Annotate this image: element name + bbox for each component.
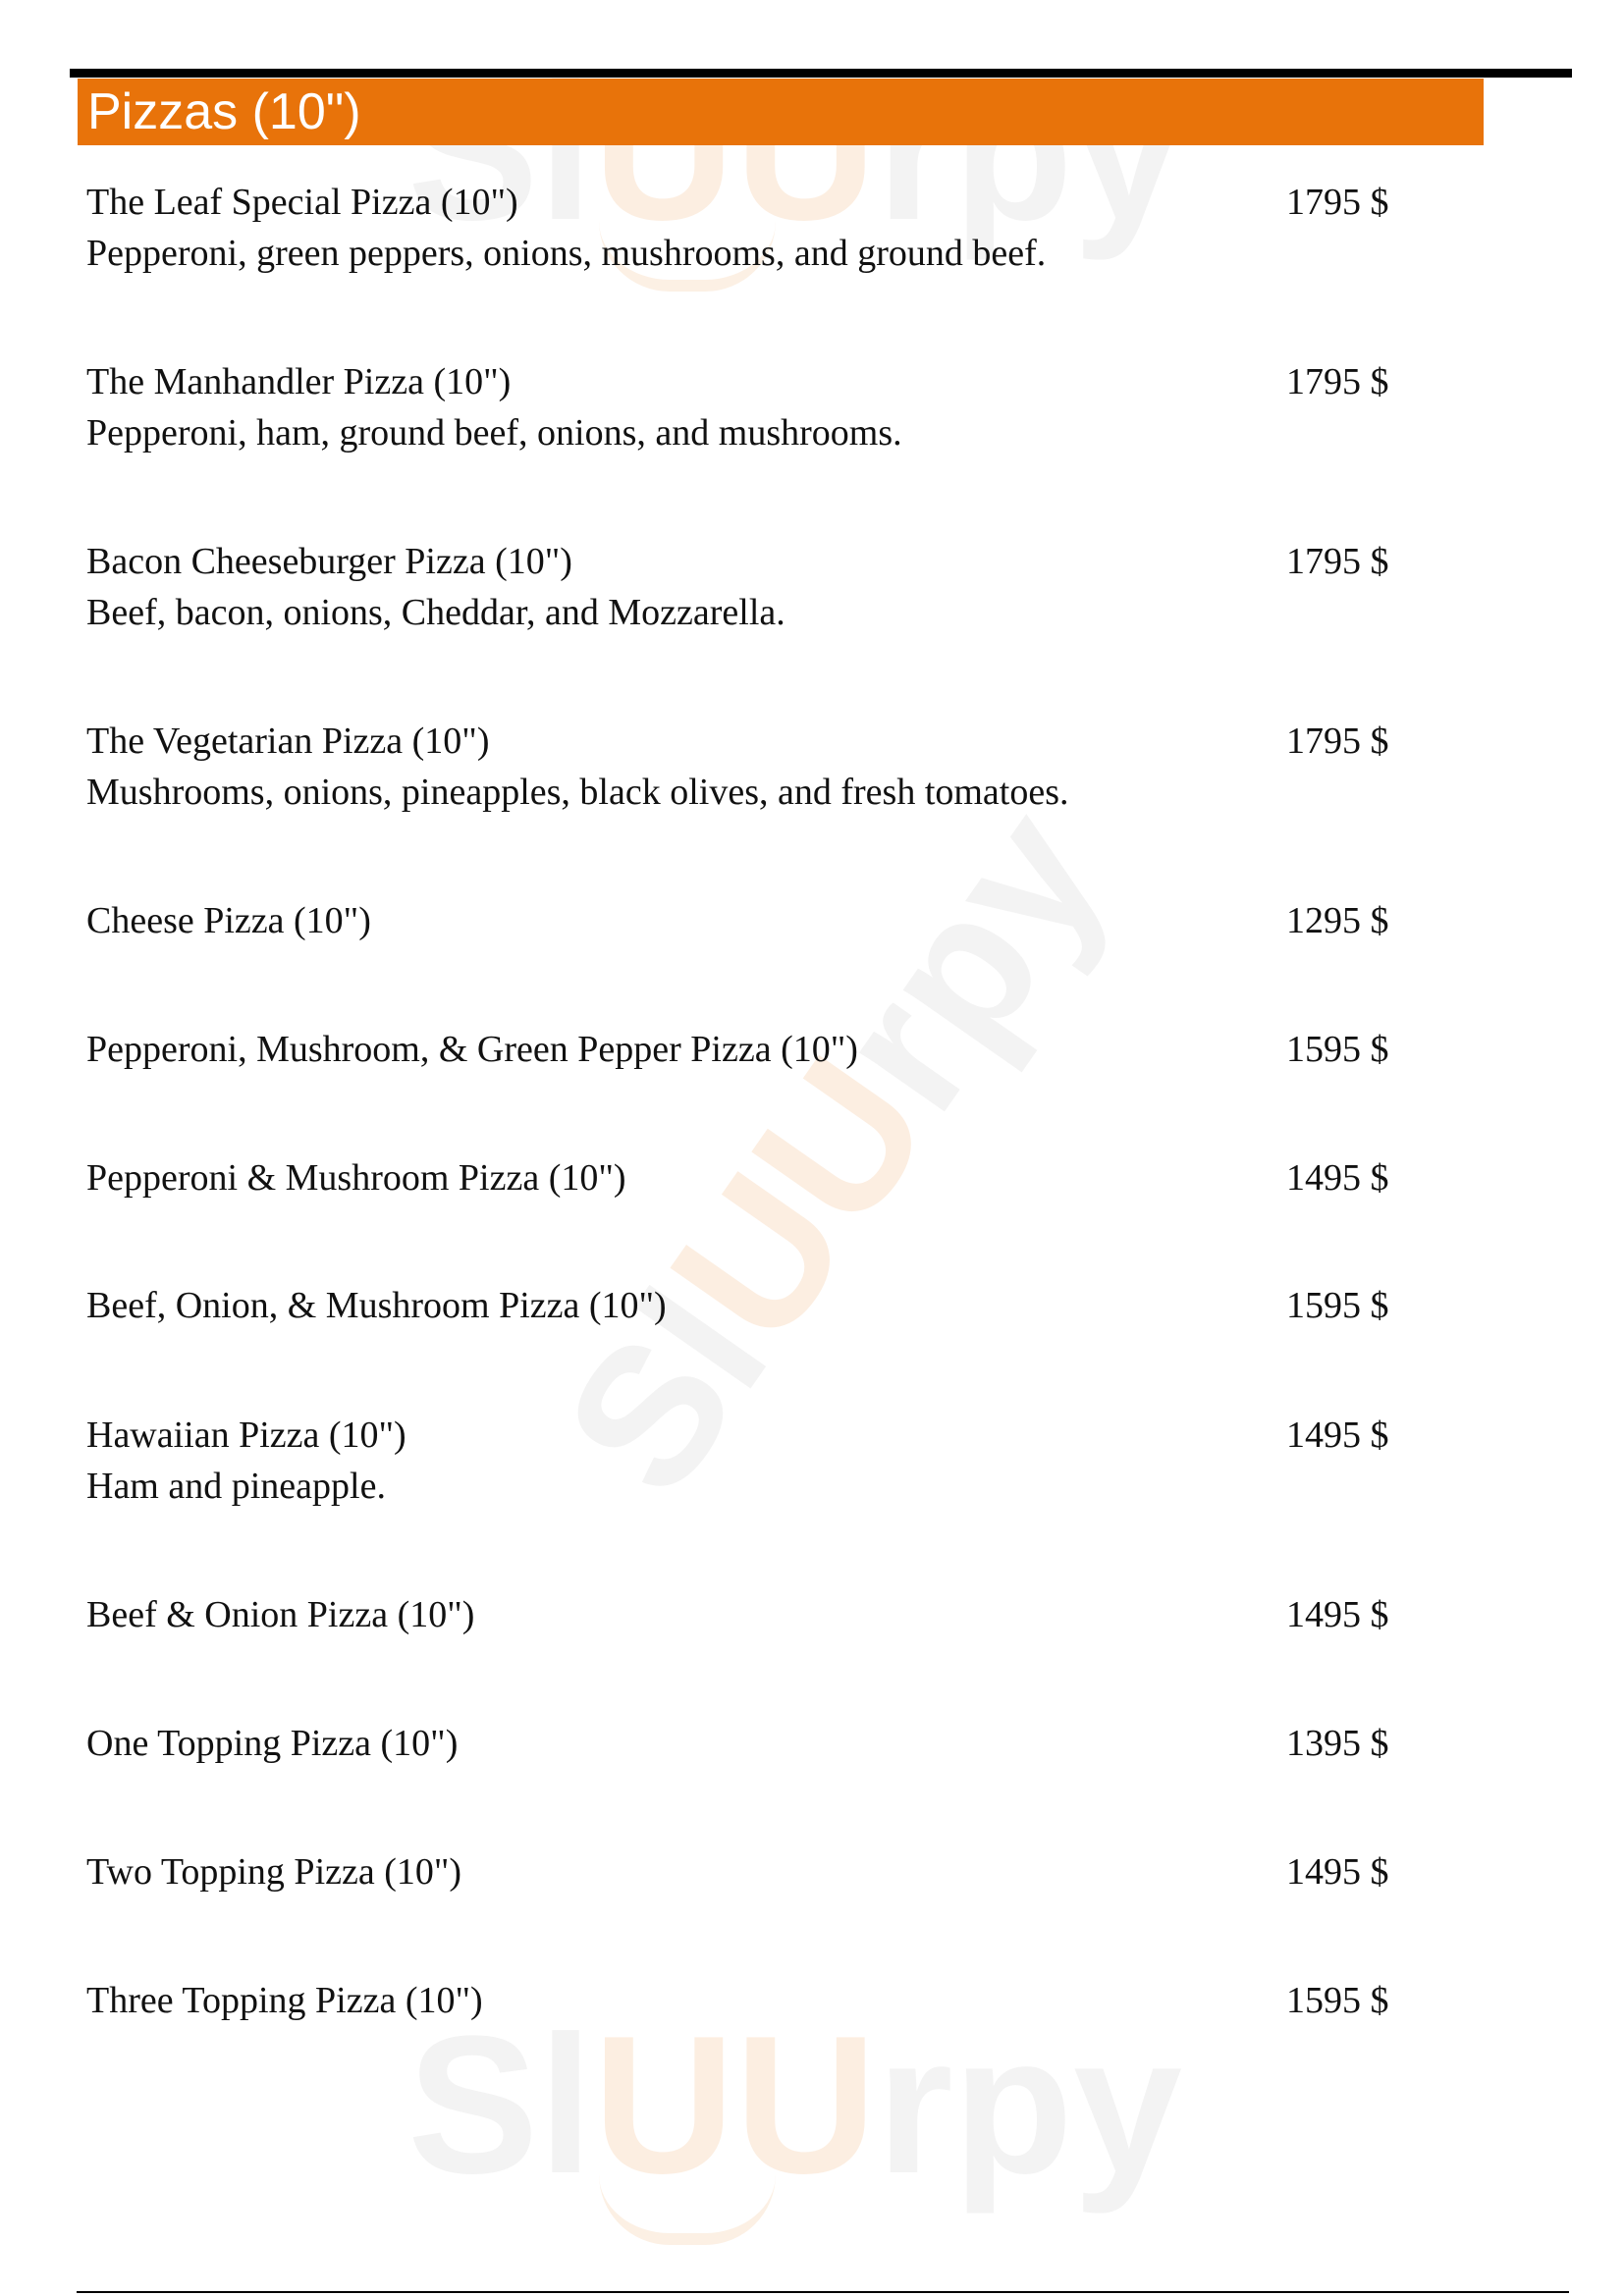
item-price: 1795 $ [1286,541,1389,582]
item-description: Pepperoni, green peppers, onions, mushrooms, and ground beef. [86,233,1047,274]
item-price: 1495 $ [1286,1594,1389,1635]
item-description: Beef, bacon, onions, Cheddar, and Mozzarella. [86,592,785,633]
item-price: 1495 $ [1286,1157,1389,1199]
item-price: 1295 $ [1286,900,1389,941]
item-name: Hawaiian Pizza (10") [86,1415,406,1456]
watermark-logo: SlUUrpy [522,771,1147,1531]
section-header [78,79,1484,145]
item-name: Pepperoni, Mushroom, & Green Pepper Pizza (10") [86,1029,858,1070]
item-price: 1795 $ [1286,361,1389,402]
watermark-logo: SlUUrpy [407,42,1183,261]
item-name: Beef, Onion, & Mushroom Pizza (10") [86,1285,667,1326]
item-price: 1495 $ [1286,1415,1389,1456]
item-price: 1595 $ [1286,1285,1389,1326]
watermark-dish-icon [599,2174,776,2245]
item-price: 1495 $ [1286,1851,1389,1893]
item-name: The Vegetarian Pizza (10") [86,721,490,762]
item-name: Two Topping Pizza (10") [86,1851,462,1893]
item-description: Pepperoni, ham, ground beef, onions, and mushrooms. [86,412,902,454]
item-price: 1595 $ [1286,1980,1389,2021]
item-description: Mushrooms, onions, pineapples, black olives, and fresh tomatoes. [86,772,1069,813]
item-price: 1595 $ [1286,1029,1389,1070]
item-name: One Topping Pizza (10") [86,1723,459,1764]
item-name: The Manhandler Pizza (10") [86,361,512,402]
watermark-logo: SlUUrpy [407,1996,1183,2215]
bottom-rule [77,2291,1569,2293]
item-name: Pepperoni & Mushroom Pizza (10") [86,1157,626,1199]
item-name: The Leaf Special Pizza (10") [86,182,518,223]
item-name: Three Topping Pizza (10") [86,1980,483,2021]
item-name: Bacon Cheeseburger Pizza (10") [86,541,572,582]
item-name: Beef & Onion Pizza (10") [86,1594,475,1635]
item-name: Cheese Pizza (10") [86,900,371,941]
top-rule [70,69,1572,78]
item-price: 1395 $ [1286,1723,1389,1764]
item-price: 1795 $ [1286,182,1389,223]
item-price: 1795 $ [1286,721,1389,762]
item-description: Ham and pineapple. [86,1466,386,1507]
section-title: Pizzas (10") [87,83,361,140]
